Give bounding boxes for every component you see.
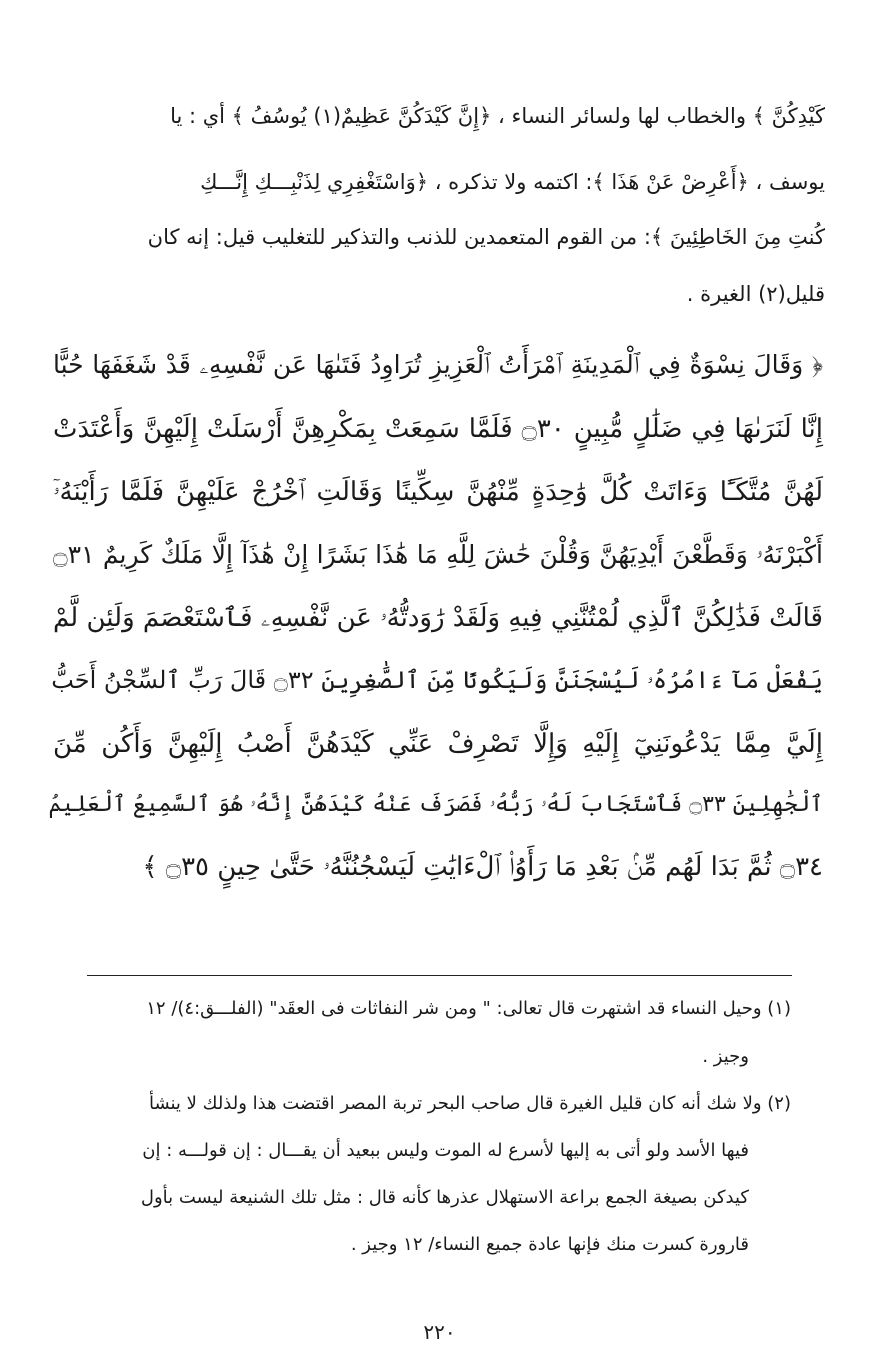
footnote-separator	[87, 975, 792, 976]
commentary-line: يوسف ، ﴿أَعْرِضْ عَنْ هَذَا ﴾: اكتمه ولا تذكره ، ﴿وَاسْتَغْفِرِي لِذَنْبِـــكِ إِنَّـــكِ	[200, 170, 825, 194]
footnote-line: قارورة كسرت منك فإنها عادة جميع النساء/ ١٢ وجيز .	[350, 1234, 749, 1255]
verse-line: إِلَيَّ مِمَّا يَدْعُونَنِيٓ إِلَيْهِ وَإِلَّا تَصْرِفْ عَنِّي كَيْدَهُنَّ أَصْبُ إِلَيْهِنَّ وَأَكُن مِّنَ	[53, 729, 823, 759]
footnote-line: (٢) ولا شك أنه كان قليل الغيرة قال صاحب البحر تربة المصر اقتضت هذا ولذلك لا ينشأ	[148, 1093, 791, 1114]
footnote-line: وجيز .	[702, 1046, 749, 1067]
verse-line: أَكْبَرْنَهُۥ وَقَطَّعْنَ أَيْدِيَهُنَّ وَقُلْنَ حَٰشَ لِلَّهِ مَا هَٰذَا بَشَرًا إِنْ هَٰذَآ إِلَّا مَلَكٌ كَرِيمٌ ۝٣١	[53, 540, 823, 569]
verse-line: ٱلْجَٰهِلِينَ ۝٣٣ فَٱسْتَجَابَ لَهُۥ رَبُّهُۥ فَصَرَفَ عَنْهُ كَيْدَهُنَّ إِنَّهُۥ هُوَ ٱلسَّمِيعُ ٱلْعَلِيمُ	[48, 792, 823, 817]
footnote-line: (١) وحيل النساء قد اشتهرت قال تعالى: " ومن شر النفاثات فى العقَد" (الفلـــق:٤)/ ١٢	[146, 998, 791, 1019]
verse-line: يَفْعَلْ مَآ ءَامُرُهُۥ لَيُسْجَنَنَّ وَلَيَكُونًا مِّنَ ٱلصَّٰغِرِينَ ۝٣٢ قَالَ رَبِّ ٱلسِّجْنُ أَحَبُّ	[51, 666, 823, 694]
verse-line: لَهُنَّ مُتَّكَـًٔا وَءَاتَتْ كُلَّ وَٰحِدَةٍ مِّنْهُنَّ سِكِّينًا وَقَالَتِ ٱخْرُجْ عَلَيْهِنَّ فَلَمَّا رَأَيْنَهُۥٓ	[53, 477, 823, 507]
commentary-line: قليل(٢) الغيرة .	[686, 282, 825, 306]
verse-line: قَالَتْ فَذَٰلِكُنَّ ٱلَّذِي لُمْتُنَّنِي فِيهِ وَلَقَدْ رَٰوَدتُّهُۥ عَن نَّفْسِهِۦ فَٱسْتَعْصَمَ وَلَئِن لَّمْ	[53, 603, 823, 633]
footnote-line: كيدكن بصيغة الجمع براعة الاستهلال عذرها كأنه قال : مثل تلك الشنيعة ليست بأول	[140, 1187, 749, 1208]
verse-line: ۝٣٤ ثُمَّ بَدَا لَهُم مِّنۢ بَعْدِ مَا رَأَوُا۟ ٱلْءَايَٰتِ لَيَسْجُنُنَّهُۥ حَتَّىٰ حِينٍ ۝٣٥ ﴾	[142, 852, 823, 882]
page-number: ٢٢٠	[423, 1320, 456, 1344]
verse-line: إِنَّا لَنَرَىٰهَا فِي ضَلَٰلٍ مُّبِينٍ ۝٣٠ فَلَمَّا سَمِعَتْ بِمَكْرِهِنَّ أَرْسَلَتْ إِلَيْهِنَّ وَأَعْتَدَتْ	[53, 414, 823, 444]
commentary-line: كُنتِ مِنَ الخَاطِئِينَ ﴾: من القوم المتعمدين للذنب والتذكير للتغليب قيل: إنه كان	[147, 225, 825, 249]
commentary-line: كَيْدِكُنَّ ﴾ والخطاب لها ولسائر النساء ، ﴿إِنَّ كَيْدَكُنَّ عَظِيمٌ(١) يُوسُفُ ﴾ أي : يا	[170, 104, 825, 128]
verse-line: ﴿ وَقَالَ نِسْوَةٌ فِي ٱلْمَدِينَةِ ٱمْرَأَتُ ٱلْعَزِيزِ تُرَاوِدُ فَتَىٰهَا عَن نَّفْسِهِۦ قَدْ شَغَفَهَا حُبًّا	[53, 350, 823, 379]
footnote-line: فيها الأسد ولو أتى به إليها لأسرع له الموت وليس ببعيد أن يقـــال : إن قولـــه : إن	[142, 1140, 749, 1161]
